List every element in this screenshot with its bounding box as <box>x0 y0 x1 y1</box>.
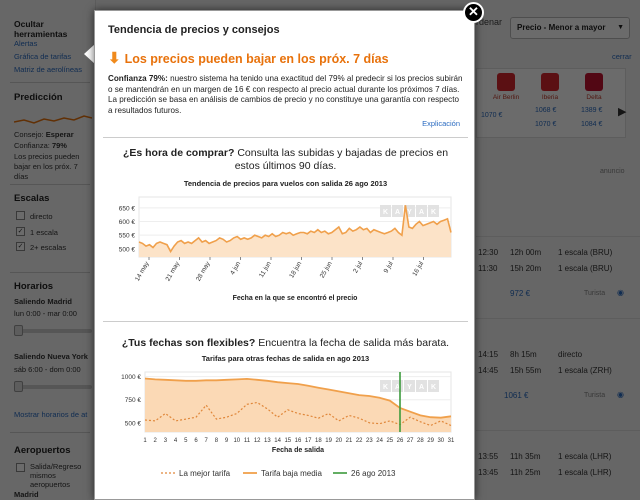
y-tick-label: 500 € <box>124 420 141 428</box>
legend-label: 26 ago 2013 <box>351 469 396 478</box>
x-tick-label: 9 <box>224 438 229 444</box>
prediction-headline-text: Los precios pueden bajar en los próx. 7 días <box>124 52 389 66</box>
question-buy-now-text: Consulta las subidas y bajadas de precios en estos últimos 90 días. <box>234 147 449 172</box>
price-trend-chart <box>95 189 476 307</box>
x-tick-label: 21 <box>345 438 353 444</box>
chart1-title: Tendencia de precios para vuelos con salida 26 ago 2013 <box>183 179 388 188</box>
x-tick-label: 20 <box>335 438 343 444</box>
legend-label: La mejor tarifa <box>179 469 231 478</box>
x-tick-label: 28 <box>417 438 424 444</box>
x-tick-label: 2 <box>153 438 157 444</box>
watermark-letter: A <box>418 209 425 216</box>
confidence-label: Confianza 79%: <box>108 74 168 83</box>
x-tick-label: 26 <box>396 438 404 444</box>
x-tick-label: 15 <box>284 438 292 444</box>
chart-legend <box>161 469 396 478</box>
x-tick-label: 11 jun <box>258 260 273 279</box>
x-tick-label: 14 may <box>134 260 151 283</box>
x-tick-label: 2 jul <box>352 260 365 275</box>
x-tick-label: 4 <box>173 438 178 444</box>
y-tick-label: 1000 € <box>121 374 141 382</box>
kayak-watermark <box>380 205 439 217</box>
watermark-letter: A <box>394 384 401 391</box>
x-tick-label: 23 <box>366 438 373 444</box>
other-dates-chart <box>95 364 476 496</box>
question-flexible <box>95 337 476 350</box>
x-tick-label: 12 <box>253 438 261 444</box>
x-tick-label: 6 <box>194 438 198 444</box>
y-tick-label: 550 € <box>118 232 135 240</box>
question-buy-now-bold: ¿Es hora de comprar? <box>122 147 235 159</box>
prediction-headline <box>108 49 389 67</box>
y-tick-label: 600 € <box>118 219 135 227</box>
watermark-letter: Y <box>407 384 412 391</box>
explanation-link[interactable]: Explicación <box>422 119 460 128</box>
price-trend-dialog <box>94 10 475 500</box>
legend-label: Tarifa baja media <box>261 469 322 478</box>
question-flexible-text: Encuentra la fecha de salida más barata. <box>258 337 450 349</box>
question-buy-now <box>95 147 476 173</box>
x-tick-label: 31 <box>447 438 455 444</box>
x-tick-label: 29 <box>427 438 434 444</box>
confidence-paragraph <box>108 74 463 116</box>
y-tick-label: 750 € <box>124 397 141 405</box>
watermark-letter: A <box>394 209 401 216</box>
x-tick-label: 17 <box>304 438 312 444</box>
arrow-down-icon: ⬇ <box>108 50 121 67</box>
x-axis-label: Fecha de salida <box>271 447 325 454</box>
x-tick-label: 11 <box>243 438 251 444</box>
x-tick-label: 1 <box>143 438 147 444</box>
x-tick-label: 25 <box>386 438 394 444</box>
x-tick-label: 18 jun <box>288 260 304 280</box>
kayak-watermark <box>380 380 439 392</box>
chart2-title: Tarifas para otras fechas de salida en ago 2013 <box>201 354 370 363</box>
watermark-letter: K <box>430 384 437 391</box>
x-tick-label: 14 <box>274 438 281 444</box>
question-flexible-bold: ¿Tus fechas son flexibles? <box>121 337 256 349</box>
watermark-letter: K <box>430 209 437 216</box>
x-tick-label: 25 jun <box>318 260 334 280</box>
x-axis-label: Fecha en la que se encontró el precio <box>232 295 358 302</box>
watermark-letter: K <box>382 384 389 391</box>
x-tick-label: 4 jun <box>229 260 243 277</box>
divider <box>103 137 468 138</box>
x-tick-label: 27 <box>406 438 414 444</box>
x-tick-label: 16 <box>294 438 302 444</box>
divider <box>103 321 468 322</box>
x-tick-label: 3 <box>163 438 168 444</box>
x-tick-label: 9 jul <box>382 260 395 275</box>
dialog-title: Tendencia de precios y consejos <box>108 24 280 36</box>
x-tick-label: 13 <box>264 438 271 444</box>
x-tick-label: 5 <box>184 438 188 444</box>
x-tick-label: 22 <box>355 438 363 444</box>
watermark-letter: K <box>382 209 389 216</box>
x-tick-label: 16 jul <box>411 260 426 278</box>
y-tick-label: 650 € <box>118 205 135 213</box>
x-tick-label: 28 may <box>195 260 212 283</box>
x-tick-label: 19 <box>325 438 332 444</box>
x-tick-label: 21 may <box>164 260 182 283</box>
y-tick-label: 500 € <box>118 246 135 254</box>
x-tick-label: 18 <box>315 438 322 444</box>
watermark-letter: A <box>418 384 425 391</box>
x-tick-label: 10 <box>233 438 241 444</box>
x-tick-label: 30 <box>437 438 445 444</box>
x-tick-label: 8 <box>214 438 219 444</box>
confidence-text: nuestro sistema ha tenido una exactitud del 79% al predecir si los precios subirán o se mantendrán en un margen de 16 € con respecto al precio actual durante los próximos 7 días. La predicción se basa en análisis de cambios de precio y no constituye una garantía con respecto a resultados futuros. <box>108 74 463 115</box>
x-tick-label: 24 <box>376 438 383 444</box>
close-dialog-button[interactable]: ✕ <box>463 2 484 23</box>
x-tick-label: 7 <box>204 438 208 444</box>
watermark-letter: Y <box>407 209 412 216</box>
